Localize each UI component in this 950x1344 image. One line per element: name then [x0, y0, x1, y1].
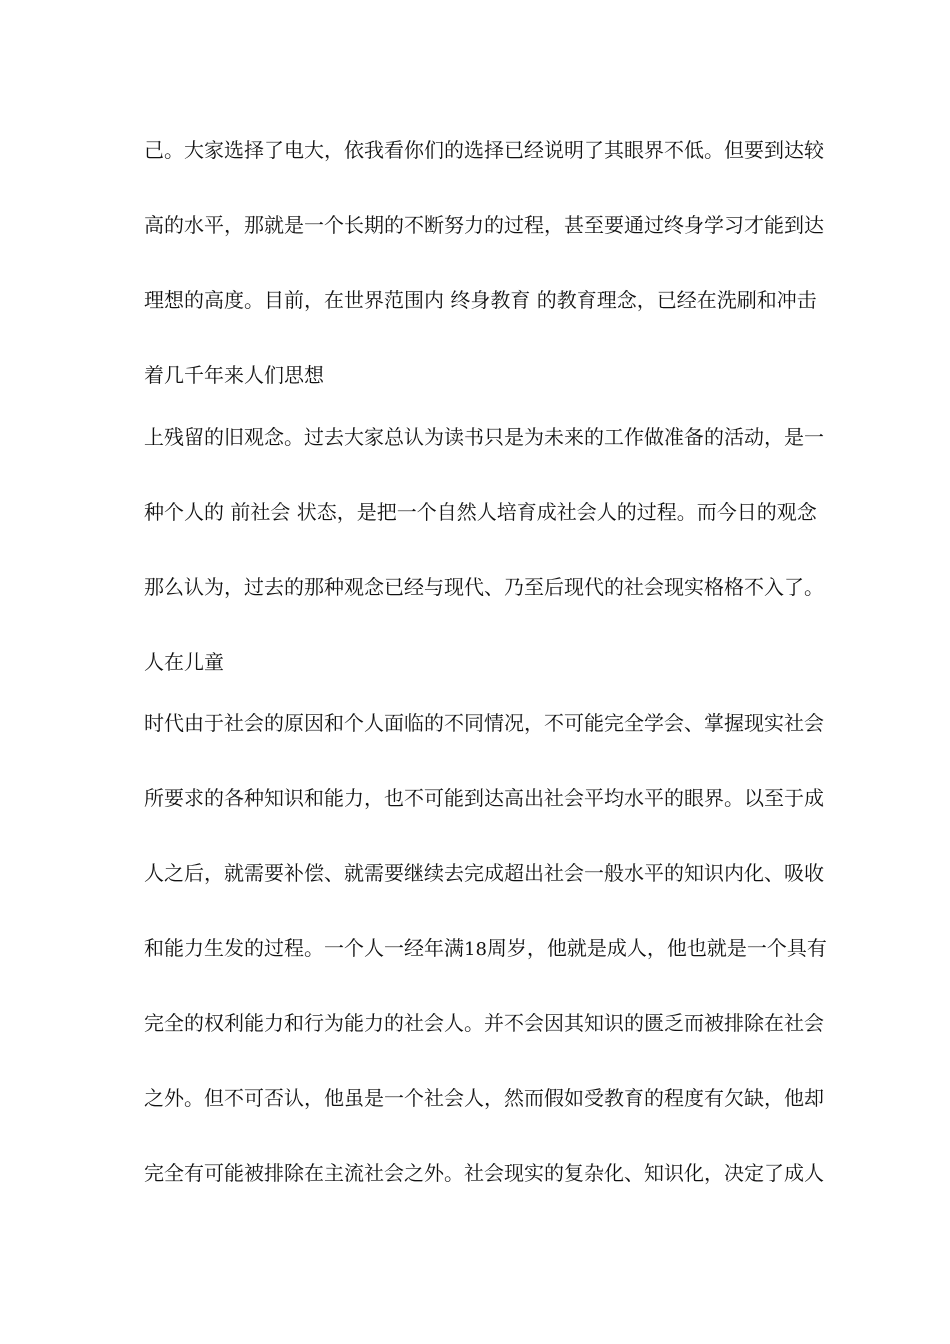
text-line-12-after: 周岁，他就是成人，他也就是一个具有	[486, 936, 827, 960]
text-line-5: 上残留的旧观念。过去大家总认为读书只是为未来的工作做准备的活动，是一	[144, 425, 824, 449]
text-line-2: 高的水平，那就是一个长期的不断努力的过程，甚至要通过终身学习才能到达	[144, 213, 824, 237]
text-line-4: 着几千年来人们思想	[144, 363, 324, 387]
text-line-8: 人在儿童	[144, 650, 224, 674]
text-line-7: 那么认为，过去的那种观念已经与现代、乃至后现代的社会现实格格不入了。	[144, 575, 824, 599]
text-line-6: 种个人的 前社会 状态，是把一个自然人培育成社会人的过程。而今日的观念	[144, 500, 817, 524]
text-line-13: 完全的权利能力和行为能力的社会人。并不会因其知识的匮乏而被排除在社会	[144, 1011, 824, 1035]
text-line-1: 己。大家选择了电大，依我看你们的选择已经说明了其眼界不低。但要到达较	[144, 138, 824, 162]
text-line-10: 所要求的各种知识和能力，也不可能到达高出社会平均水平的眼界。以至于成	[144, 786, 824, 810]
text-line-12-before: 和能力生发的过程。一个人一经年满	[144, 936, 464, 960]
text-line-3: 理想的高度。目前，在世界范围内 终身教育 的教育理念，已经在洗刷和冲击	[144, 288, 817, 312]
text-line-14: 之外。但不可否认，他虽是一个社会人，然而假如受教育的程度有欠缺，他却	[144, 1086, 824, 1110]
text-line-12	[144, 934, 827, 964]
text-line-11: 人之后，就需要补偿、就需要继续去完成超出社会一般水平的知识内化、吸收	[144, 861, 824, 885]
age-number: 18	[464, 939, 487, 960]
text-line-9: 时代由于社会的原因和个人面临的不同情况，不可能完全学会、掌握现实社会	[144, 711, 824, 735]
text-line-15: 完全有可能被排除在主流社会之外。社会现实的复杂化、知识化，决定了成人	[144, 1161, 824, 1185]
